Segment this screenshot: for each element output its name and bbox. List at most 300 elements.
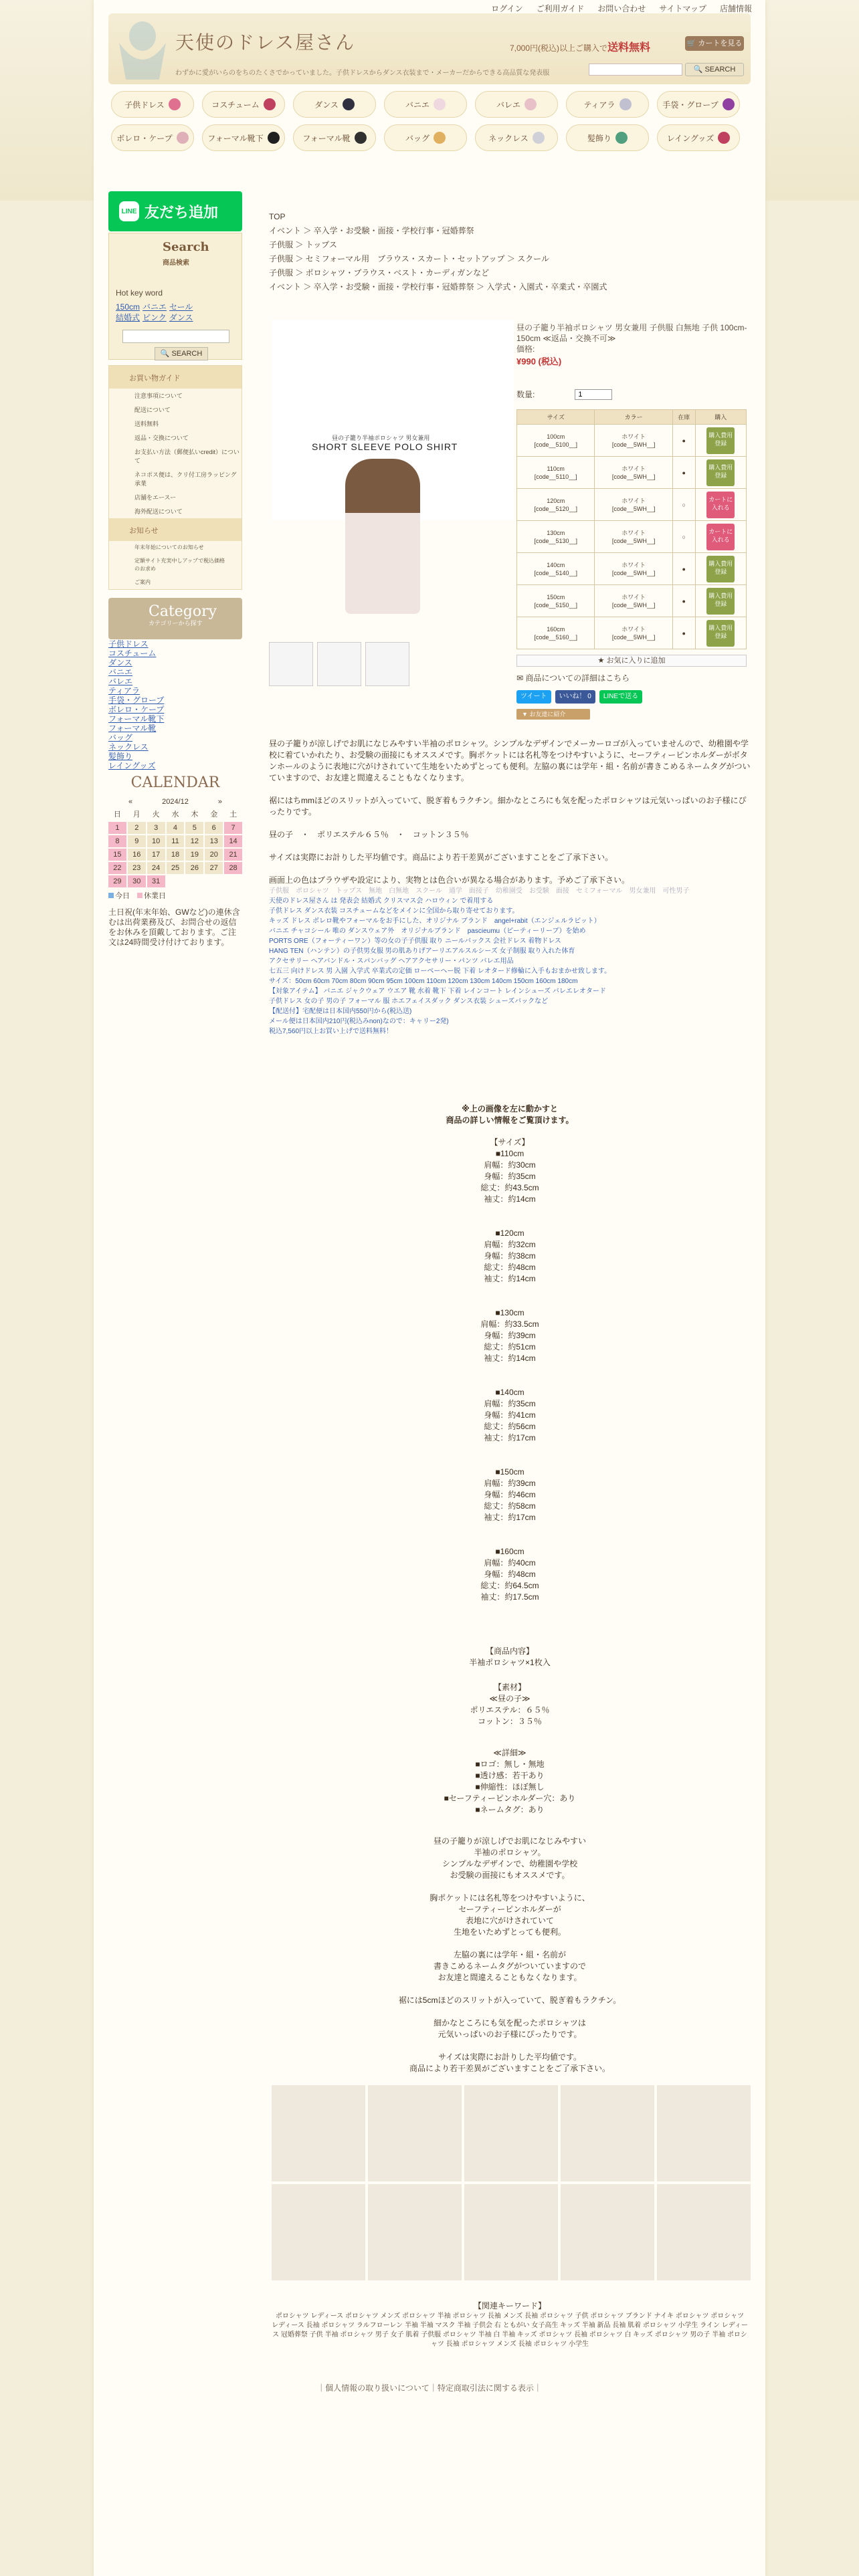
- side-category-link[interactable]: 子供ドレス: [108, 639, 149, 649]
- seo-tag-line[interactable]: 子供ドレス 女の子 男の子 フォーマル 服 ホエフェイスダック ダンス衣装 シューズバックなど: [269, 998, 549, 1005]
- side-search-input[interactable]: [122, 330, 229, 343]
- variant-stock: ○: [672, 521, 695, 553]
- side-category-link[interactable]: バニエ: [108, 667, 133, 677]
- breadcrumb-item[interactable]: 子供服 ＞ ポロシャツ・ブラウス・ベスト・カーディガンなど: [269, 268, 490, 278]
- summary-line: 表地に穴がけされていて: [465, 1916, 554, 1925]
- cat-bag[interactable]: [384, 124, 467, 151]
- add-favorite-button[interactable]: ★ お気に入りに追加: [516, 655, 747, 667]
- weekday-label: 金: [210, 811, 218, 819]
- cat-label: ネックレス: [488, 133, 529, 143]
- size-line: 身幅：約35cm: [484, 1172, 536, 1181]
- line-share-button[interactable]: LINEで送る: [599, 690, 642, 704]
- cat-shoes[interactable]: [293, 124, 376, 151]
- variant-stock: ●: [672, 425, 695, 457]
- footer-links[interactable]: ｜個人情報の取り扱いについて｜特定商取引法に関する表示｜: [317, 2383, 542, 2393]
- news-item[interactable]: ご案内: [134, 579, 151, 585]
- header-search-button[interactable]: 🔍 SEARCH: [685, 63, 744, 76]
- calendar-day: 3: [147, 822, 165, 834]
- cat-costume[interactable]: [202, 91, 285, 118]
- today-label: 今日: [115, 892, 130, 900]
- ballet-icon: [524, 98, 537, 110]
- summary-line: 半袖のポロシャツ。: [474, 1848, 546, 1857]
- seo-tag-line[interactable]: 子供ドレス ダンス衣装 コスチュームなどをメインに全国から取り寄せております。: [269, 907, 519, 915]
- variant-row: [517, 425, 747, 457]
- cart-label: カートを見る: [698, 39, 743, 47]
- today-swatch: [108, 893, 114, 898]
- tiara-icon: [619, 98, 632, 110]
- summary-line: 生地をいためずとっても便利。: [454, 1927, 566, 1937]
- calendar-day: 9: [128, 835, 146, 847]
- breadcrumb-item[interactable]: 子供服 ＞ トップス: [269, 240, 337, 249]
- side-category-link[interactable]: フォーマル靴: [108, 724, 157, 733]
- side-category-link[interactable]: ティアラ: [108, 686, 140, 695]
- related-image[interactable]: [368, 2085, 462, 2181]
- variant-buy: [695, 457, 746, 489]
- news-item[interactable]: 年末年始についてのお知らせ: [134, 544, 204, 550]
- size-line: 総丈：約48cm: [484, 1263, 536, 1272]
- summary-line: 書きこめるネームタグがついていますので: [433, 1961, 586, 1971]
- calendar-month: 2024/12: [162, 798, 189, 806]
- detail-heading-2: 商品の詳しい情報をご覧頂けます。: [446, 1115, 574, 1125]
- summary: [269, 1836, 751, 2074]
- cat-label: フォーマル靴下: [207, 133, 264, 143]
- summary-line: 胸ポケットには名札等をつけやすいように、: [430, 1893, 590, 1903]
- variant-buy: [695, 521, 746, 553]
- variant-size: 100cm [code__5100__]: [517, 425, 595, 457]
- holiday-swatch: [137, 893, 142, 898]
- variant-color: ホワイト [code__5WH__]: [595, 425, 672, 457]
- product-info: [516, 322, 751, 720]
- side-search-title: Search: [163, 240, 209, 254]
- keyword-link[interactable]: 150cm: [116, 302, 140, 312]
- calendar-day: 12: [185, 835, 203, 847]
- side-search-button[interactable]: 🔍 SEARCH: [155, 347, 208, 360]
- side-category-link[interactable]: 手袋・グローブ: [108, 695, 165, 705]
- model-photo: [345, 459, 420, 614]
- seo-tag-line[interactable]: サイズ：50cm 60cm 70cm 80cm 90cm 95cm 100cm 110cm 120cm 130cm 140cm 150cm 160cm 180cm: [269, 978, 578, 985]
- related-image[interactable]: [272, 2184, 365, 2280]
- variant-stock: ●: [672, 617, 695, 649]
- variant-size: 130cm [code__5130__]: [517, 521, 595, 553]
- socks-icon: [268, 132, 280, 144]
- size-line: 総丈：約51cm: [484, 1342, 536, 1352]
- guide-item[interactable]: 店舗をエースー: [134, 494, 177, 501]
- size-line: 袖丈：約17cm: [484, 1433, 536, 1442]
- related-keywords: ポロシャツ レディース ポロシャツ メンズ ポロシャツ 半袖 ポロシャツ 長袖 メンズ 長袖 ポロシャツ 子供 ポロシャツ ブランド ナイキ ポロシャツ ポロシャツ レディース 長袖 ポロシャツ ラルフローレン 半袖 半袖 マスク 半袖 子供会 右 ともがい 女子高生 キッズ 半袖 新品 長袖 肌着 ポロシャツ 小学生 ライン レディース 冠婚葬祭 子供 半袖 ポロシャツ 男子 女子 肌着 子供服 ポロシャツ 半袖 白 半袖 キッズ ポロシャツ 長袖 ポロシャツ 白 キッズ ポロシャツ 男の子 半袖 ポロシャツ 長袖 ポロシャツ メンズ 長袖 ポロシャツ 小学生: [272, 2313, 748, 2348]
- calendar-next[interactable]: »: [217, 798, 222, 806]
- nav-shopinfo[interactable]: 店舗情報: [719, 4, 752, 13]
- summary-line: 商品により若干差異がございますことをご了承下さい。: [409, 2064, 610, 2073]
- dance-icon: [343, 98, 355, 110]
- desc-material: 昼の子 ・ ポリエステル６５％ ・ コットン３５％: [269, 830, 469, 839]
- cat-bolero[interactable]: [111, 124, 194, 151]
- summary-line: 左脇の裏には学年・組・名前が: [453, 1950, 566, 1959]
- variant-color: ホワイト [code__5WH__]: [595, 585, 672, 617]
- related-image[interactable]: [561, 2085, 654, 2181]
- thumbnail[interactable]: [317, 642, 361, 686]
- calendar-grid: [108, 809, 242, 887]
- variant-color: ホワイト [code__5WH__]: [595, 457, 672, 489]
- product-main-photo[interactable]: [272, 320, 514, 520]
- calendar-day: 1: [108, 822, 126, 834]
- calendar-title: CALENDAR: [130, 774, 220, 791]
- cat-gloves[interactable]: [657, 91, 740, 118]
- seo-tag-line[interactable]: アクセサリー ヘアバンドル・スパンバッグ ヘアアクセサリー・パンツ バレエ用品: [269, 958, 514, 965]
- side-search-panel: [108, 233, 242, 360]
- nav-guide[interactable]: ご利用ガイド: [536, 4, 585, 13]
- desc-paragraph: 裾にはちmmほどのスリットが入っていて、脱ぎ着もラクチン。細かなところにも気を配ったポロシャツは元気いっぱいのお子様にぴったりです。: [269, 796, 747, 817]
- bolero-icon: [177, 132, 189, 144]
- variant-size: 150cm [code__5150__]: [517, 585, 595, 617]
- cat-panier[interactable]: [384, 91, 467, 118]
- summary-line: 昼の子籠りが涼しげでお肌になじみやすい: [433, 1836, 586, 1846]
- desc-paragraph: 画面上の色はブラウザや設定により、実物とは色合いが異なる場合があります。予めご了承下さい。: [269, 875, 630, 885]
- calendar: [108, 798, 242, 901]
- cat-label: ボレロ・ケープ: [116, 133, 173, 143]
- qty-label: 数量:: [516, 390, 535, 399]
- calendar-day: 29: [108, 875, 126, 887]
- photo-caption-en: SHORT SLEEVE POLO SHIRT: [312, 441, 458, 452]
- size-line: 身幅：約38cm: [484, 1251, 536, 1261]
- variant-row: [517, 585, 747, 617]
- cat-label: 手袋・グローブ: [662, 100, 719, 110]
- keyword-link[interactable]: ピンク: [142, 313, 167, 322]
- nav-login[interactable]: ログイン: [491, 4, 523, 13]
- variant-color: ホワイト [code__5WH__]: [595, 521, 672, 553]
- news-title: お知らせ: [109, 518, 242, 541]
- material-line: コットン：３５％: [478, 1717, 542, 1726]
- variant-buy: [695, 425, 746, 457]
- detail-heading: [269, 1103, 751, 1126]
- seo-tag-line[interactable]: PORTS ORE（フォーティーワン）等の女の子子供服 取り ニールバックス 会社ドレス 着物ドレス: [269, 938, 561, 945]
- shopping-guide: [108, 365, 242, 590]
- business-note: 土日祝(年末年始、GWなど)の連休含むは出荷業務及び、お問合せの返信をお休みを頂戴しております。ご注文は24時間受け付けております。: [108, 907, 240, 947]
- variant-buy: [695, 585, 746, 617]
- cat-hair[interactable]: [566, 124, 649, 151]
- costume-icon: [264, 98, 276, 110]
- related-image[interactable]: [464, 2184, 558, 2280]
- guide-item[interactable]: 送料無料: [134, 421, 159, 427]
- buy-button[interactable]: 購入費用登録: [706, 459, 735, 486]
- detail-line: ■伸縮性：ほぼ無し: [475, 1782, 545, 1792]
- detail-title: ≪詳細≫: [493, 1748, 527, 1757]
- variant-stock: ●: [672, 457, 695, 489]
- calendar-day: 5: [185, 822, 203, 834]
- quantity-row: [516, 389, 751, 400]
- size-line: ■110cm: [495, 1149, 524, 1158]
- size-line: ■150cm: [495, 1467, 524, 1477]
- category-heading: [108, 598, 242, 639]
- size-line: 袖丈：約14cm: [484, 1194, 536, 1204]
- size-line: 肩幅：約32cm: [484, 1240, 536, 1249]
- hot-keyword-title: Hot key word: [116, 288, 163, 298]
- tweet-button[interactable]: ツイート: [516, 690, 551, 704]
- cat-dance[interactable]: [293, 91, 376, 118]
- related-images: [272, 2085, 751, 2280]
- size-line: 肩幅：約39cm: [484, 1479, 536, 1488]
- seo-tag-line[interactable]: 天使のドレス屋さん は 発表会 結婚式 クリスマス会 ハロウィン で着用する: [269, 897, 494, 905]
- weekday-label: 水: [171, 811, 179, 819]
- cat-kids-dress[interactable]: [111, 91, 194, 118]
- summary-line: [269, 1983, 751, 1995]
- calendar-day: 4: [167, 822, 185, 834]
- calendar-day: 31: [147, 875, 165, 887]
- size-line: ■130cm: [495, 1308, 524, 1317]
- related-image[interactable]: [464, 2085, 558, 2181]
- size-line: 身幅：約48cm: [484, 1570, 536, 1579]
- top-nav: [491, 3, 752, 14]
- calendar-day: 16: [128, 849, 146, 861]
- desc-paragraph: サイズは実際にお計りした平均値です。商品により若干差異がございますことをご了承下さい。: [269, 853, 613, 862]
- breadcrumb-item[interactable]: TOP: [269, 212, 286, 221]
- summary-line: お友達と間違えることもなくなります。: [438, 1973, 582, 1982]
- calendar-day: 22: [108, 862, 126, 874]
- guide-item[interactable]: お支払い方法（郵便払いcredit）について: [134, 449, 240, 464]
- category-sub: カテゴリーから探す: [149, 621, 203, 627]
- size-heading: 【サイズ】: [490, 1138, 530, 1147]
- guide-item[interactable]: 配送について: [134, 407, 171, 413]
- variant-row: [517, 489, 747, 521]
- cat-label: レイングッズ: [666, 133, 714, 143]
- product-thumbnails: [269, 642, 409, 686]
- size-line: 総丈：約56cm: [484, 1422, 536, 1431]
- related-image[interactable]: [272, 2085, 365, 2181]
- calendar-legend: [108, 890, 242, 901]
- size-line: 身幅：約41cm: [484, 1410, 536, 1420]
- size-line: 肩幅：約30cm: [484, 1160, 536, 1170]
- holiday-label: 休業日: [144, 892, 166, 900]
- breadcrumb-item[interactable]: イベント ＞ 卒入学・お受験・面接・学校行事・冠婚葬祭 ＞ 入学式・入園式・卒業式・卒園式: [269, 282, 607, 292]
- size-line: 身幅：約39cm: [484, 1331, 536, 1340]
- cat-socks[interactable]: [202, 124, 285, 151]
- side-category-link[interactable]: ダンス: [108, 658, 132, 667]
- keyword-link[interactable]: バニエ: [142, 302, 167, 312]
- nav-sitemap[interactable]: サイトマップ: [659, 4, 706, 13]
- cat-ballet[interactable]: [475, 91, 558, 118]
- guide-item[interactable]: 海外配送について: [134, 508, 183, 515]
- calendar-day: 25: [167, 862, 185, 874]
- side-category-link[interactable]: バッグ: [108, 733, 133, 742]
- thumbnail[interactable]: [269, 642, 313, 686]
- keyword-link[interactable]: ダンス: [169, 313, 193, 322]
- related-heading: 【関連キーワード】: [473, 2301, 546, 2311]
- buy-button[interactable]: カートに入れる: [706, 492, 735, 518]
- site-header: [108, 13, 751, 84]
- weekday-label: 月: [132, 811, 140, 819]
- cat-label: フォーマル靴: [302, 133, 351, 143]
- guide-item[interactable]: ネコポス便は、クリ付工房ラッピング承業: [134, 471, 237, 487]
- guide-item[interactable]: 注意事項について: [134, 393, 183, 399]
- material-line: ポリエステル：６５％: [470, 1705, 550, 1715]
- breadcrumb: [269, 210, 751, 294]
- gloves-icon: [723, 98, 735, 110]
- nav-contact[interactable]: お問い合わせ: [597, 4, 646, 13]
- cat-label: 子供ドレス: [124, 100, 165, 110]
- calendar-day: 13: [205, 835, 223, 847]
- buy-button[interactable]: 購入費用登録: [706, 620, 735, 647]
- calendar-day: 2: [128, 822, 146, 834]
- size-line: 袖丈：約17.5cm: [480, 1592, 539, 1602]
- site-title[interactable]: 天使のドレス屋さん: [175, 31, 356, 53]
- calendar-day: 17: [147, 849, 165, 861]
- gray-tags: 子供服 ポロシャツ トップス 無地 白無地 スクール 通学 面接子 幼稚園受 お受験 面接 セミフォーマル 男女兼用 可性男子: [269, 887, 690, 895]
- variant-size: 160cm [code__5160__]: [517, 617, 595, 649]
- variant-stock: ○: [672, 489, 695, 521]
- calendar-day: 28: [224, 862, 242, 874]
- size-line: 身幅：約46cm: [484, 1490, 536, 1499]
- seo-tag-line[interactable]: 七五三 向けドレス 男 入園 入学式 卒業式の定価 ローベーヘー脱 下着 レオタード修輪に入手もおまかせ致します。: [269, 968, 611, 975]
- side-category-link[interactable]: ボレロ・ケープ: [108, 705, 165, 714]
- weekday-label: 土: [229, 811, 237, 819]
- seo-tag-line[interactable]: 【対象アイテム】 バニエ ジャクウェア ウエア 靴 水着 靴下 下着 レインコート レインシューズ バレエレオタード: [269, 988, 606, 995]
- variant-stock: ●: [672, 585, 695, 617]
- content-heading: 【商品内容】: [485, 1646, 534, 1656]
- calendar-prev[interactable]: «: [128, 798, 133, 806]
- size-line: 総丈：約64.5cm: [480, 1581, 539, 1590]
- variant-row: [517, 553, 747, 585]
- side-category-link[interactable]: レイングッズ: [108, 761, 156, 770]
- calendar-day: 11: [167, 835, 185, 847]
- seo-tag-line[interactable]: 税込7,560円以上お買い上げで送料無料！: [269, 1028, 393, 1035]
- calendar-day: 7: [224, 822, 242, 834]
- size-line: 総丈：約43.5cm: [480, 1183, 539, 1192]
- cat-label: バレエ: [496, 100, 520, 110]
- variant-size: 120cm [code__5120__]: [517, 489, 595, 521]
- variant-size: 140cm [code__5140__]: [517, 553, 595, 585]
- hair-icon: [615, 132, 628, 144]
- calendar-day: 24: [147, 862, 165, 874]
- related-image[interactable]: [657, 2085, 751, 2181]
- summary-line: 細かなところにも気を配ったポロシャツは: [434, 2018, 586, 2028]
- col-color: カラー: [595, 410, 672, 425]
- cat-rain[interactable]: [657, 124, 740, 151]
- guide-item[interactable]: 返品・交換について: [134, 435, 189, 441]
- side-category-link[interactable]: ネックレス: [108, 742, 149, 752]
- angel-logo-icon[interactable]: [112, 16, 173, 82]
- summary-line: [269, 1938, 751, 1949]
- cat-label: ティアラ: [583, 100, 615, 110]
- calendar-day: 14: [224, 835, 242, 847]
- variant-size: 110cm [code__5110__]: [517, 457, 595, 489]
- bag-icon: [434, 132, 446, 144]
- material-heading: 【素材】: [493, 1683, 526, 1692]
- weekday-label: 木: [191, 811, 199, 819]
- keyword-link[interactable]: 結婚式: [116, 313, 140, 322]
- facebook-like-button[interactable]: いいね！ 0: [555, 690, 595, 704]
- size-line: ■160cm: [495, 1547, 524, 1556]
- product-description: [269, 738, 751, 2349]
- buy-button[interactable]: カートに入れる: [706, 524, 735, 550]
- variant-buy: [695, 617, 746, 649]
- desc-paragraph: 昼の子籠りが涼しげでお肌になじみやすい半袖のポロシャツ。シンプルなデザインでメーカーロゴが入っていませんので、幼稚園や学校に着ていかれたり、お受験の面接にもオススメです。胸ポケットには名札等をつけやすいように、セーフティーピンホルダーがボタンホールのように表地に穴がけされていて生地をいためずとっても便利。左脇の裏には学年・組・名前が書きこめるネームタグがついていますので、お友達と間違えることもなくなります。: [269, 739, 751, 782]
- cat-tiara[interactable]: [566, 91, 649, 118]
- related-image[interactable]: [368, 2184, 462, 2280]
- product-inquiry-link[interactable]: ✉ 商品についての詳細はこちら: [516, 673, 630, 683]
- tell-friend-button[interactable]: ▼ お友達に紹介: [516, 709, 590, 720]
- breadcrumb-item[interactable]: イベント ＞ 卒入学・お受験・面接・学校行事・冠婚葬祭: [269, 226, 474, 235]
- size-line: 総丈：約58cm: [484, 1501, 536, 1511]
- calendar-day: 19: [185, 849, 203, 861]
- side-category-link[interactable]: 髪飾り: [108, 752, 133, 761]
- header-search-input[interactable]: [589, 64, 682, 76]
- detail-line: ■セーフティーピンホルダー穴：あり: [444, 1794, 576, 1803]
- social-buttons: [516, 690, 751, 704]
- material-line: ≪昼の子≫: [489, 1694, 531, 1703]
- line-label: 友だち追加: [145, 203, 219, 221]
- buy-button[interactable]: 購入費用登録: [706, 427, 735, 454]
- size-line: ■120cm: [495, 1228, 524, 1238]
- size-line: 肩幅：約33.5cm: [480, 1319, 539, 1329]
- rain-icon: [718, 132, 730, 144]
- seo-tag-line[interactable]: バニエ チャコシール 唯の ダンスウェア外 オリジナルブランド pascieumu（ピーティーリーブ）を始め: [269, 928, 586, 935]
- side-category-link[interactable]: コスチューム: [108, 649, 157, 658]
- detail-line: ■透け感：若干あり: [475, 1771, 545, 1780]
- cat-necklace[interactable]: [475, 124, 558, 151]
- calendar-day: 6: [205, 822, 223, 834]
- guide-title: お買い物ガイド: [109, 366, 242, 389]
- col-stock: 在庫: [672, 410, 695, 425]
- variant-stock: ●: [672, 553, 695, 585]
- weekday-label: 火: [152, 811, 160, 819]
- summary-line: お受験の面接にもオススメです。: [450, 1870, 570, 1880]
- side-category-link[interactable]: フォーマル靴下: [108, 714, 165, 724]
- size-line: 袖丈：約17cm: [484, 1513, 536, 1522]
- detail-line: ■ネームタグ：あり: [475, 1805, 545, 1814]
- col-buy: 購入: [695, 410, 746, 425]
- thumbnail[interactable]: [365, 642, 409, 686]
- buy-button[interactable]: 購入費用登録: [706, 556, 735, 582]
- detail-heading-1: ※上の画像を左に動かすと: [462, 1104, 558, 1113]
- cat-label: ダンス: [314, 100, 339, 110]
- inquiry-label: 商品についての詳細はこちら: [525, 673, 630, 683]
- related-image[interactable]: [657, 2184, 751, 2280]
- summary-line: [269, 2006, 751, 2018]
- summary-line: [269, 2040, 751, 2052]
- cat-label: コスチューム: [211, 100, 260, 110]
- size-list: [269, 1148, 751, 1626]
- breadcrumb-item[interactable]: 子供服 ＞ セミフォーマル用 ブラウス・スカート・セットアップ ＞ スクール: [269, 254, 549, 263]
- seo-tag-line[interactable]: キッズ ドレス ボレロ靴やフォーマルをお手にした、オリジナル ブランド angel+rabit（エンジェルラビット）: [269, 918, 601, 925]
- seo-tag-line[interactable]: 【配送付】宅配便は日本国内550円から(税込送): [269, 1008, 412, 1015]
- site-tagline: わずかに愛がいらのをちのたくさでかっていました。子供ドレスからダンス衣装まで・メーカーだからできる高品質な発表服: [175, 70, 550, 77]
- shipping-note: [510, 39, 650, 54]
- line-add-friend-button[interactable]: [108, 191, 242, 231]
- panier-icon: [434, 98, 446, 110]
- calendar-day: 8: [108, 835, 126, 847]
- variant-table: [516, 409, 747, 649]
- quantity-input[interactable]: [575, 389, 612, 400]
- seo-tag-line[interactable]: HANG TEN（ハンテン）の子供男女服 男の肌ありげアーリエアルスルシーズ 女子制服 取り入れた体育: [269, 948, 575, 955]
- news-item[interactable]: 定額サイト充実中しアップで税込価格のお求め: [134, 558, 225, 572]
- summary-line: 元気いっぱいのお子様にぴったりです。: [438, 2030, 582, 2039]
- shoes-icon: [355, 132, 367, 144]
- calendar-day: 27: [205, 862, 223, 874]
- variant-buy: [695, 489, 746, 521]
- detail-line: ■ロゴ：無し・無地: [475, 1759, 545, 1769]
- seo-tag-line[interactable]: メール便は日本国内210円(税込みnon)なので：キャリー2発): [269, 1018, 449, 1025]
- calendar-day: 26: [185, 862, 203, 874]
- keyword-link[interactable]: セール: [169, 302, 193, 312]
- side-category-link[interactable]: バレエ: [108, 677, 133, 686]
- calendar-day: 20: [205, 849, 223, 861]
- calendar-day: 30: [128, 875, 146, 887]
- photo-caption-jp: 昼の子籠り半袖ポロシャツ 男女兼用: [332, 435, 430, 441]
- related-image[interactable]: [561, 2184, 654, 2280]
- price-label: 価格:: [516, 344, 535, 354]
- view-cart-button[interactable]: 🛒 カートを見る: [685, 36, 744, 51]
- summary-line: サイズは実際にお計りした平均値です。: [438, 2052, 582, 2062]
- buy-button[interactable]: 購入費用登録: [706, 588, 735, 615]
